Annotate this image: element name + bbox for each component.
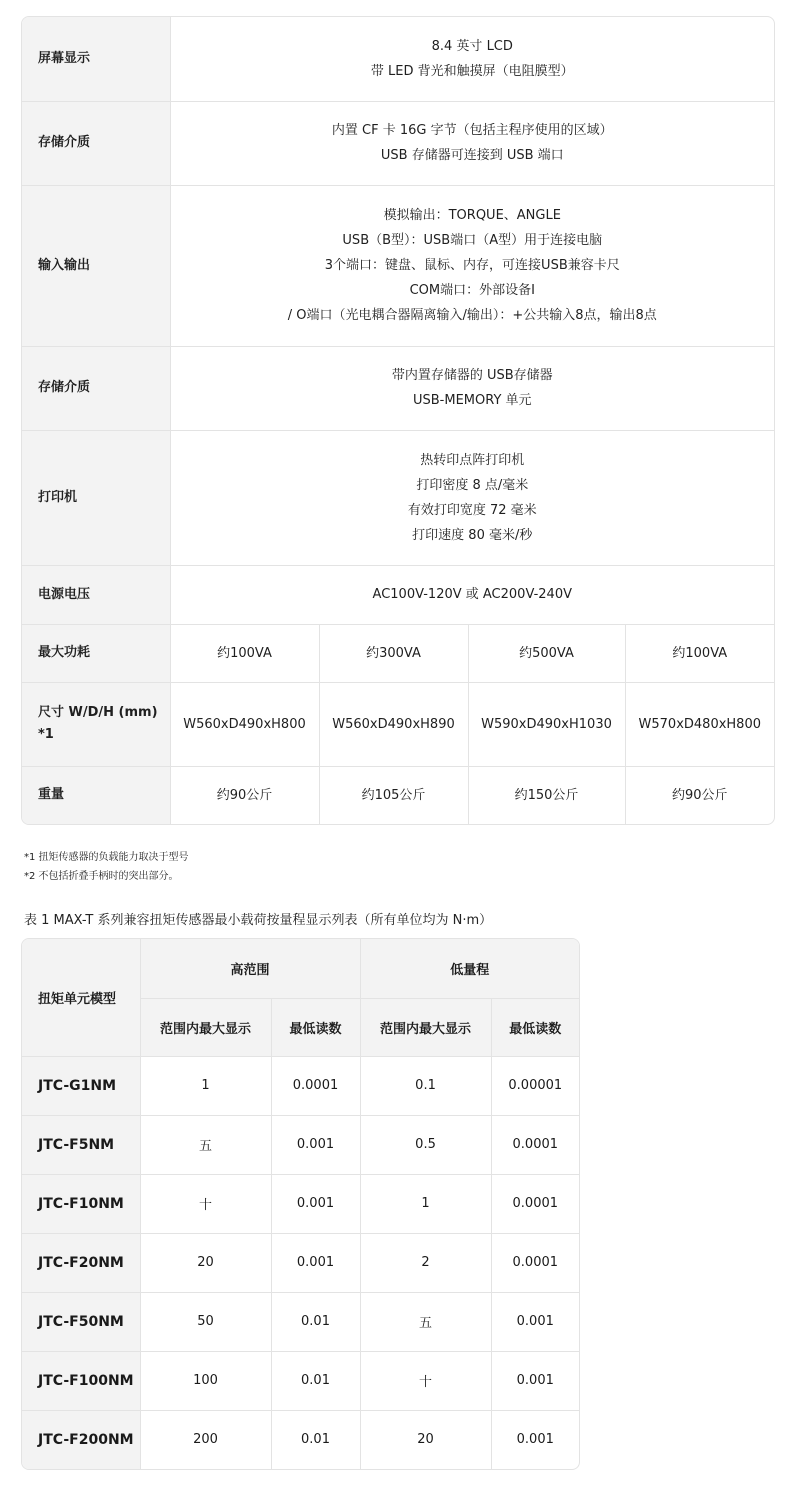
spec-value-line: COM端口：外部设备I (409, 283, 535, 298)
spec-value-line: 有效打印宽度 72 毫米 (407, 502, 537, 518)
spec-row-value (170, 430, 774, 565)
spec-cell: 约100VA (170, 624, 319, 682)
spec-row-label: 输入输出 (22, 185, 170, 346)
spec-row-value (170, 565, 774, 624)
range-cell: 2 (360, 1233, 491, 1292)
spec-cell: 约300VA (319, 624, 468, 682)
spec-row-storage (22, 101, 774, 185)
range-subheader: 最低读数 (271, 998, 360, 1056)
range-header-model: 扭矩单元模型 (22, 939, 140, 1056)
spec-row-printer (22, 430, 774, 565)
range-header-group-low: 低量程 (360, 939, 579, 998)
spec-cell: W560xD490xH890 (319, 682, 468, 766)
spec-value-line: 内置 CF 卡 16G 字节（包括主程序使用的区域） (331, 123, 613, 138)
range-cell: 0.0001 (491, 1115, 579, 1174)
range-cell: 0.001 (491, 1292, 579, 1351)
spec-value-line: 模拟输出：TORQUE、ANGLE (383, 208, 561, 223)
spec-row-label: 存储介质 (22, 101, 170, 185)
range-cell: 200 (140, 1410, 271, 1469)
range-cell: 0.001 (271, 1115, 360, 1174)
spec-row-value (170, 17, 774, 101)
range-cell: 100 (140, 1351, 271, 1410)
spec-cell: 约500VA (468, 624, 625, 682)
spec-value-line: USB-MEMORY 单元 (413, 393, 532, 408)
spec-row-label: 电源电压 (22, 565, 170, 624)
spec-value-line: 带内置存储器的 USB存储器 (391, 368, 553, 383)
footnotes (24, 848, 189, 886)
range-model-name: JTC-F50NM (22, 1292, 140, 1351)
range-cell: 0.01 (271, 1410, 360, 1469)
spec-table-container (21, 16, 775, 825)
spec-row-weight (22, 766, 774, 824)
spec-row-storage-media (22, 346, 774, 430)
spec-value-line: 3个端口：键盘、鼠标、内存，可连接USB兼容卡尺 (324, 258, 620, 273)
range-model-name: JTC-F100NM (22, 1351, 140, 1410)
range-model-name: JTC-G1NM (22, 1056, 140, 1115)
spec-cell: W570xD480xH800 (625, 682, 774, 766)
spec-value-line: 8.4 英寸 LCD (431, 38, 513, 54)
table-row (22, 1174, 579, 1233)
range-subheader: 最低读数 (491, 998, 579, 1056)
range-model-name: JTC-F10NM (22, 1174, 140, 1233)
table-caption: 表 1 MAX-T 系列兼容扭矩传感器最小载荷按量程显示列表（所有单位均为 N·m） (24, 913, 493, 928)
range-cell: 0.001 (491, 1410, 579, 1469)
spec-row-label: 打印机 (22, 430, 170, 565)
table-row (22, 1115, 579, 1174)
range-table-container (21, 938, 580, 1470)
spec-row-size (22, 682, 774, 766)
spec-row-label: 最大功耗 (22, 624, 170, 682)
spec-value-line: 热转印点阵打印机 (420, 452, 525, 468)
range-cell: 十 (360, 1351, 491, 1410)
spec-row-power (22, 624, 774, 682)
range-subheader: 范围内最大显示 (140, 998, 271, 1056)
spec-cell: 约105公斤 (319, 766, 468, 824)
range-cell: 0.01 (271, 1351, 360, 1410)
table-row (22, 1233, 579, 1292)
spec-value-line: 打印密度 8 点/毫米 (416, 477, 529, 493)
spec-row-display (22, 17, 774, 101)
range-cell: 0.001 (271, 1233, 360, 1292)
spec-cell: 约90公斤 (625, 766, 774, 824)
spec-value-line: 打印速度 80 毫米/秒 (412, 527, 533, 543)
spec-table (22, 17, 774, 824)
range-cell: 20 (360, 1410, 491, 1469)
spec-row-voltage (22, 565, 774, 624)
table-row (22, 1292, 579, 1351)
range-cell: 1 (140, 1056, 271, 1115)
range-cell: 0.001 (491, 1351, 579, 1410)
range-cell: 五 (140, 1115, 271, 1174)
spec-cell: 约100VA (625, 624, 774, 682)
range-cell: 50 (140, 1292, 271, 1351)
range-cell: 0.00001 (491, 1056, 579, 1115)
spec-row-label: 存储介质 (22, 346, 170, 430)
spec-label-line: *1 (38, 727, 54, 742)
range-cell: 0.1 (360, 1056, 491, 1115)
range-subheader: 范围内最大显示 (360, 998, 491, 1056)
spec-cell: 约90公斤 (170, 766, 319, 824)
range-table (22, 939, 579, 1469)
table-row (22, 1056, 579, 1115)
spec-cell: W590xD490xH1030 (468, 682, 625, 766)
range-cell: 0.01 (271, 1292, 360, 1351)
range-model-name: JTC-F5NM (22, 1115, 140, 1174)
spec-row-value (170, 101, 774, 185)
range-cell: 0.0001 (491, 1233, 579, 1292)
range-cell: 十 (140, 1174, 271, 1233)
spec-value-line: USB 存储器可连接到 USB 端口 (380, 148, 564, 163)
range-cell: 0.001 (271, 1174, 360, 1233)
spec-row-value (170, 346, 774, 430)
range-header-group-high: 高范围 (140, 939, 360, 998)
table-row (22, 1410, 579, 1469)
spec-value-line: USB（B型）：USB端口（A型）用于连接电脑 (342, 233, 603, 248)
spec-cell: 约150公斤 (468, 766, 625, 824)
footnote: *1 扭矩传感器的负载能力取决于型号 (24, 852, 189, 863)
range-cell: 0.0001 (271, 1056, 360, 1115)
spec-row-label: 屏幕显示 (22, 17, 170, 101)
spec-row-value (170, 185, 774, 346)
spec-row-io (22, 185, 774, 346)
range-cell: 20 (140, 1233, 271, 1292)
spec-row-label (22, 682, 170, 766)
range-model-name: JTC-F200NM (22, 1410, 140, 1469)
spec-value-line: 带 LED 背光和触摸屏（电阻膜型） (370, 63, 574, 79)
spec-cell: W560xD490xH800 (170, 682, 319, 766)
range-cell: 1 (360, 1174, 491, 1233)
footnote: *2 不包括折叠手柄时的突出部分。 (24, 871, 179, 882)
range-cell: 0.5 (360, 1115, 491, 1174)
range-cell: 0.0001 (491, 1174, 579, 1233)
range-cell: 五 (360, 1292, 491, 1351)
spec-row-label: 重量 (22, 766, 170, 824)
spec-label-line: 尺寸 W/D/H (mm) (38, 705, 158, 720)
spec-value-line: AC100V-120V 或 AC200V-240V (372, 587, 572, 602)
range-model-name: JTC-F20NM (22, 1233, 140, 1292)
table-row (22, 1351, 579, 1410)
spec-value-line: / O端口（光电耦合器隔离输入/输出）：+公共输入8点，输出8点 (287, 308, 657, 323)
